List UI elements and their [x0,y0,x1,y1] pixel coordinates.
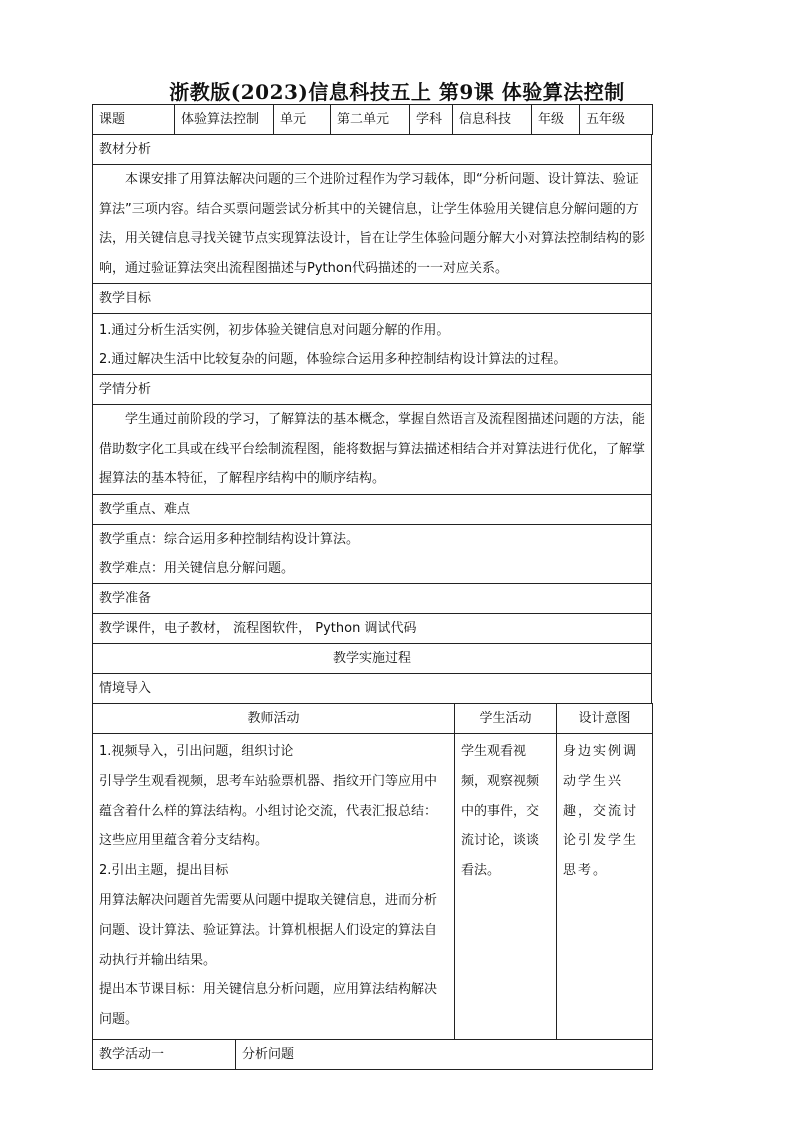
teacher-activity-header: 教师活动 [93,704,455,734]
teacher-line-1: 1.视频导入，引出问题，组织讨论 [99,744,294,759]
student-activity-header: 学生活动 [455,704,557,734]
difficult-point: 教学难点：用关键信息分解问题。 [99,561,295,576]
prep-heading: 教学准备 [93,584,652,614]
students-text: 学生通过前阶段的学习，了解算法的基本概念，掌握自然语言及流程图描述问题的方法，能借助数字化工具或在线平台绘制流程图，能将数据与算法描述相结合并对算法进行优化，了解掌握算法的基本特征，了解程序结构中的顺序结构。 [93,405,652,495]
lesson-info-table [92,104,653,135]
process-heading: 教学实施过程 [93,644,652,674]
focus-list [93,525,652,584]
lesson-value: 体验算法控制 [175,105,274,135]
unit-label: 单元 [274,105,331,135]
grade-value: 五年级 [580,105,653,135]
teacher-line-3: 2.引出主题，提出目标 [99,863,229,879]
student-activity-cell: 学生观看视频，观察视频中的事件，交流讨论，谈谈看法。 [455,734,557,1040]
subject-value: 信息科技 [453,105,532,135]
analysis-table [92,134,652,704]
lesson-plan-sheet [92,104,652,1070]
document-title: 浙教版(2023)信息科技五上 第9课 体验算法控制 [169,80,625,104]
teacher-line-4: 用算法解决问题首先需要从问题中提取关键信息，进而分析问题、设计算法、验证算法。计算机根据人们设定的算法自动执行并输出结果。 [99,892,438,968]
goal-item-1: 1.通过分析生活实例，初步体验关键信息对问题分解的作用。 [99,323,450,338]
goals-list [93,314,652,375]
analysis-text: 本课安排了用算法解决问题的三个进阶过程作为学习载体，即“分析问题、设计算法、验证算法”三项内容。结合买票问题尝试分析其中的关键信息，让学生体验用关键信息分解问题的方法，用关键信息寻找关键节点实现算法设计，旨在让学生体验问题分解大小对算法控制结构的影响，通过验证算法突出流程图描述与Python代码描述的一一对应关系。 [93,165,652,284]
activity-one-value: 分析问题 [236,1039,653,1069]
activity-one-label: 教学活动一 [93,1039,236,1069]
grade-label: 年级 [532,105,580,135]
prep-text: 教学课件，电子教材， 流程图软件， Python 调试代码 [93,614,652,644]
activity-one-table [92,1039,653,1070]
goal-item-2: 2.通过解决生活中比较复杂的问题，体验综合运用多种控制结构设计算法的过程。 [99,352,567,367]
design-intent-cell: 身边实例调动学生兴趣，交流讨论引发学生思考。 [557,734,653,1040]
intro-heading: 情境导入 [93,674,652,704]
analysis-heading: 教材分析 [93,135,652,165]
design-intent-header: 设计意图 [557,704,653,734]
teacher-line-5: 提出本节课目标：用关键信息分析问题，应用算法结构解决问题。 [99,982,438,1028]
lesson-label: 课题 [93,105,175,135]
unit-value: 第二单元 [331,105,410,135]
teacher-activity-cell [93,734,455,1040]
info-row [93,105,653,135]
subject-label: 学科 [410,105,453,135]
activity-table [92,703,653,1040]
students-heading: 学情分析 [93,375,652,405]
teacher-line-2: 引导学生观看视频，思考车站验票机器、指纹开门等应用中蕴含着什么样的算法结构。小组讨论交流，代表汇报总结：这些应用里蕴含着分支结构。 [99,773,438,849]
focus-heading: 教学重点、难点 [93,495,652,525]
goals-heading: 教学目标 [93,284,652,314]
key-point: 教学重点：综合运用多种控制结构设计算法。 [99,532,360,547]
